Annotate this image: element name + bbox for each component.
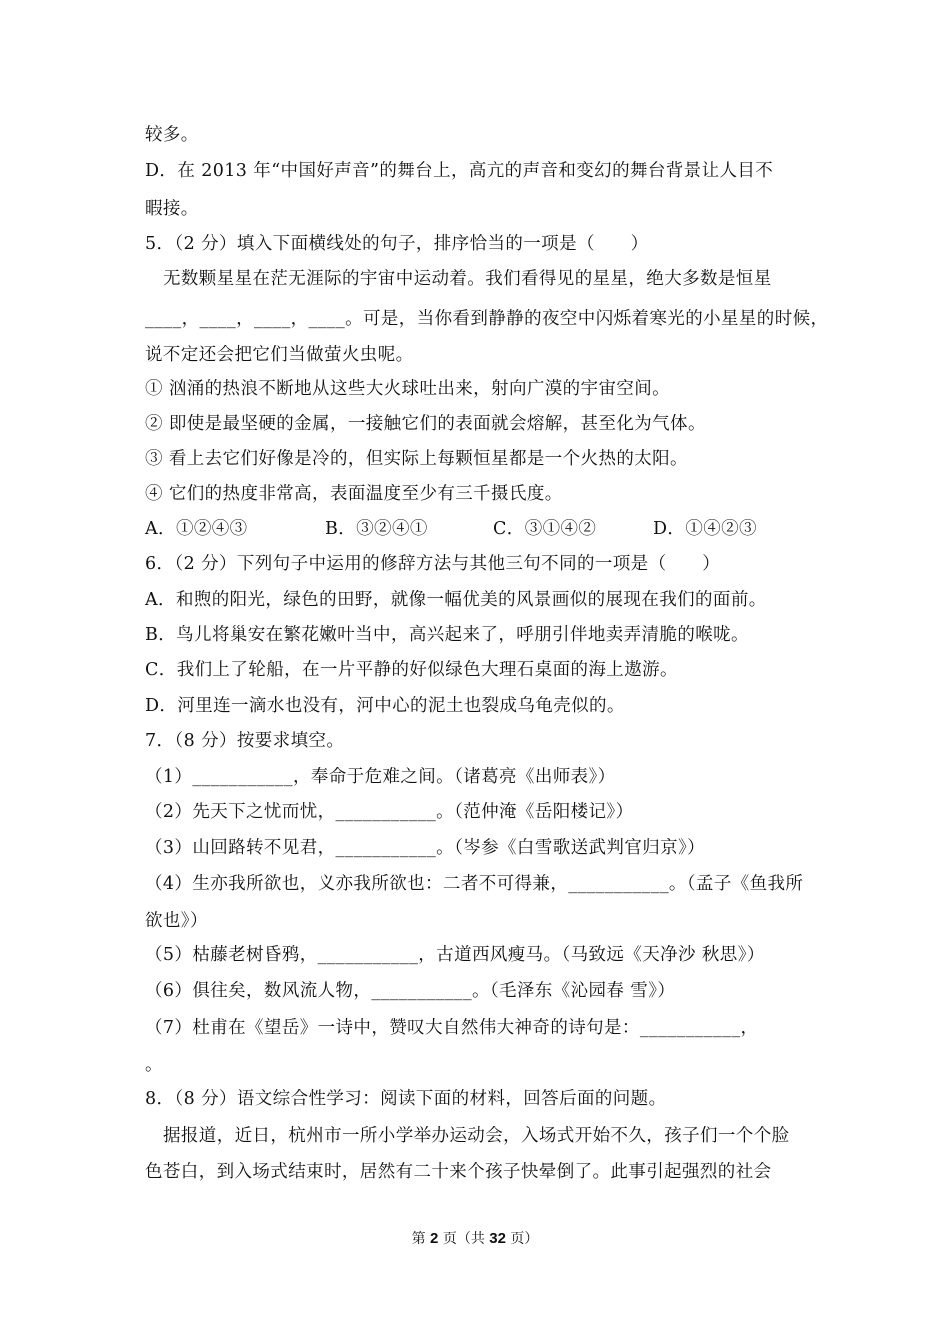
fill-item: （3）山回路转不见君，___________。（岑参《白雪歌送武判官归京》） <box>145 838 706 858</box>
fill-item: （1）___________，奉命于危难之间。（诸葛亮《出师表》） <box>145 767 616 787</box>
fill-item: （4）生亦我所欲也，义亦我所欲也：二者不可得兼，___________。（孟子《鱼我所 <box>145 874 804 894</box>
option-c: C．③①④② <box>493 519 597 539</box>
text-line: 色苍白，到入场式结束时，居然有二十来个孩子快晕倒了。此事引起强烈的社会 <box>145 1162 772 1182</box>
sentence-item: ③ 看上去它们好像是冷的，但实际上每颗恒星都是一个火热的太阳。 <box>145 449 688 469</box>
question-5-options <box>145 517 815 541</box>
page-footer <box>0 1229 950 1249</box>
option-b: B．③②④① <box>325 519 428 539</box>
fill-item: （7）杜甫在《望岳》一诗中，赞叹大自然伟大神奇的诗句是：___________， <box>145 1018 759 1038</box>
fill-item: （6）俱往矣，数风流人物，___________。（毛泽东《沁园春 雪》） <box>145 981 676 1001</box>
text-line: D．在 2013 年“中国好声音”的舞台上，高亢的声音和变幻的舞台背景让人目不 <box>145 161 774 181</box>
text-line: 。 <box>145 1055 163 1075</box>
text-line: 暇接。 <box>145 199 199 219</box>
text-line: 欲也》） <box>145 911 208 931</box>
fill-item: （5）枯藤老树昏鸦，___________，古道西风瘦马。（马致远《天净沙 秋思》） <box>145 945 765 965</box>
text-line: 无数颗星星在茫无涯际的宇宙中运动着。我们看得见的星星，绝大多数是恒星 <box>163 269 772 289</box>
text-line: 说不定还会把它们当做萤火虫呢。 <box>145 345 414 365</box>
footer-text: 第 <box>411 1231 431 1247</box>
question-5-stem: 5．（2 分）填入下面横线处的句子，排序恰当的一项是（ ） <box>145 234 649 254</box>
option-line: D．河里连一滴水也没有，河中心的泥土也裂成乌龟壳似的。 <box>145 696 625 716</box>
sentence-item: ④ 它们的热度非常高，表面温度至少有三千摄氏度。 <box>145 484 563 504</box>
question-8-stem: 8．（8 分）语文综合性学习：阅读下面的材料，回答后面的问题。 <box>145 1089 667 1109</box>
text-line: ____，____，____，____。可是，当你看到静静的夜空中闪烁着寒光的小星星的时候， <box>145 309 829 329</box>
text-line: 较多。 <box>145 125 199 145</box>
fill-item: （2）先天下之忧而忧，___________。（范仲淹《岳阳楼记》） <box>145 802 634 822</box>
sentence-item: ② 即使是最坚硬的金属，一接触它们的表面就会熔解，甚至化为气体。 <box>145 414 706 434</box>
question-7-stem: 7．（8 分）按要求填空。 <box>145 731 345 751</box>
option-line: B．鸟儿将巢安在繁花嫩叶当中，高兴起来了，呼朋引伴地卖弄清脆的喉咙。 <box>145 625 749 645</box>
option-line: A．和煦的阳光，绿色的田野，就像一幅优美的风景画似的展现在我们的面前。 <box>145 590 767 610</box>
text-line: 据报道，近日，杭州市一所小学举办运动会，入场式开始不久，孩子们一个个脸 <box>163 1126 790 1146</box>
option-a: A．①②④③ <box>145 519 248 539</box>
footer-text: 页） <box>505 1231 539 1247</box>
option-d: D．①④②③ <box>653 519 757 539</box>
total-pages: 32 <box>489 1230 506 1247</box>
sentence-item: ① 汹涌的热浪不断地从这些大火球吐出来，射向广漠的宇宙空间。 <box>145 379 671 399</box>
footer-text: 页（共 <box>438 1231 490 1247</box>
option-line: C．我们上了轮船，在一片平静的好似绿色大理石桌面的海上遨游。 <box>145 660 678 680</box>
page-number: 2 <box>430 1230 439 1247</box>
question-6-stem: 6．（2 分）下列句子中运用的修辞方法与其他三句不同的一项是（ ） <box>145 554 721 574</box>
